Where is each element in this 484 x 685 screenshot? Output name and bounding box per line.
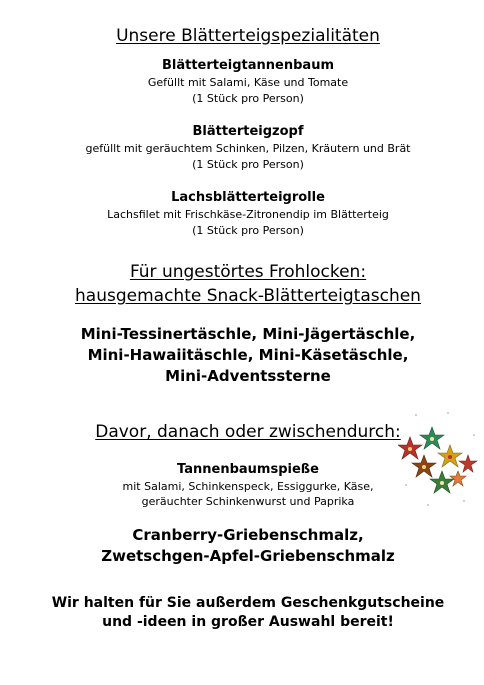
christmas-stars-icon bbox=[398, 405, 484, 525]
snack-items-line: Mini-Tessinertäschle, Mini-Jägertäschle, bbox=[80, 325, 416, 343]
skewer-name: Tannenbaumspieße bbox=[177, 462, 319, 477]
specialty-name: Lachsblätterteigrolle bbox=[171, 190, 325, 205]
specialty-description: Lachsfilet mit Frischkäse-Zitronendip im Blätterteig bbox=[107, 208, 389, 221]
skewer-description: geräuchter Schinkenwurst und Paprika bbox=[141, 495, 355, 508]
specialty-name: Blätterteigtannenbaum bbox=[161, 58, 335, 73]
snack-section-subtitle: hausgemachte Snack-Blätterteigtaschen bbox=[75, 286, 421, 306]
specialty-description: Gefüllt mit Salami, Käse und Tomate bbox=[147, 76, 349, 89]
snack-items-line: Mini-Adventssterne bbox=[165, 367, 331, 385]
schmalz-line: Cranberry-Griebenschmalz, bbox=[132, 526, 364, 544]
snack-section-title: Für ungestörtes Frohlocken: bbox=[129, 262, 367, 282]
specialty-portion: (1 Stück pro Person) bbox=[192, 92, 304, 105]
specialty-portion: (1 Stück pro Person) bbox=[192, 224, 304, 237]
closing-line: und -ideen in großer Auswahl bereit! bbox=[102, 614, 394, 630]
specialty-name: Blätterteigzopf bbox=[192, 124, 304, 139]
page-title: Unsere Blätterteigspezialitäten bbox=[116, 26, 380, 46]
specialty-portion: (1 Stück pro Person) bbox=[192, 158, 304, 171]
closing-line: Wir halten für Sie außerdem Geschenkgutscheine bbox=[51, 595, 445, 611]
extras-section-title: Davor, danach oder zwischendurch: bbox=[95, 422, 401, 442]
snack-items-line: Mini-Hawaiitäschle, Mini-Käsetäschle, bbox=[87, 346, 409, 364]
schmalz-line: Zwetschgen-Apfel-Griebenschmalz bbox=[101, 547, 395, 565]
specialty-description: gefüllt mit geräuchtem Schinken, Pilzen, Kräutern und Brät bbox=[85, 142, 411, 155]
skewer-description: mit Salami, Schinkenspeck, Essiggurke, Käse, bbox=[122, 480, 374, 493]
star-decoration bbox=[398, 412, 477, 506]
